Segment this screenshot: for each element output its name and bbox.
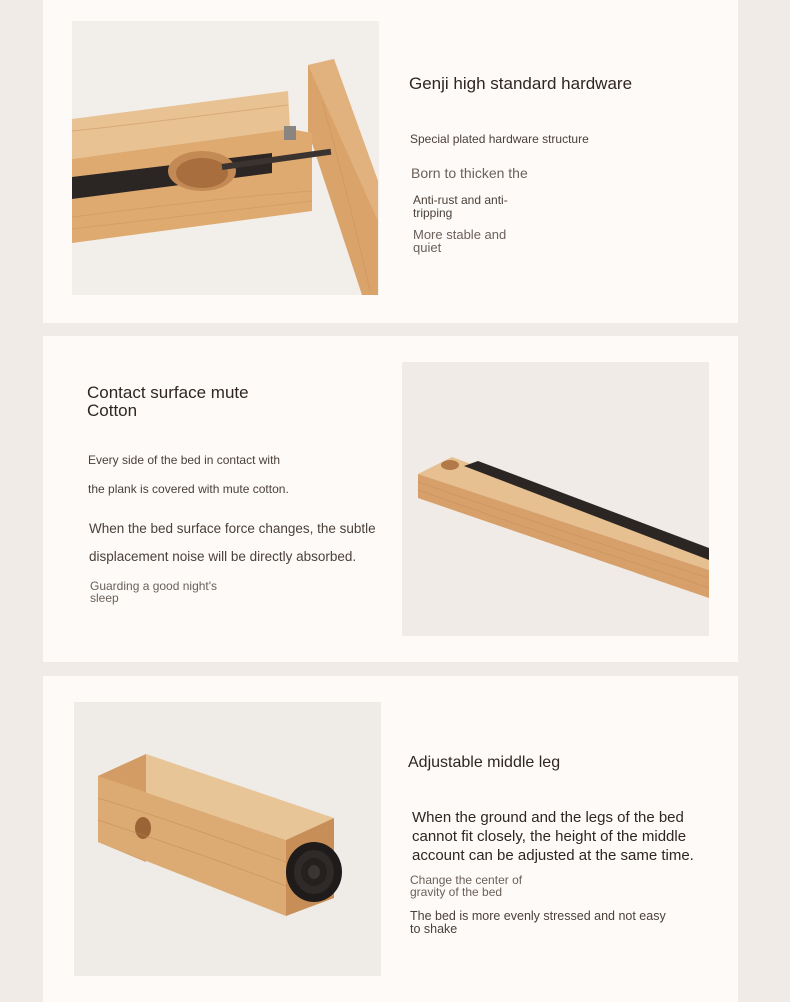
middle-leg-title: Adjustable middle leg (408, 754, 561, 771)
cotton-photo (402, 362, 709, 636)
middle-leg-section (43, 676, 738, 1002)
middle-leg-desc: When the ground and the legs of the bed cannot fit closely, the height of the middle account can be adjusted at the same time. (412, 809, 694, 864)
middle-leg-stress: The bed is more evenly stressed and not easy to shake (410, 909, 666, 936)
cotton-desc-line2: the plank is covered with mute cotton. (88, 482, 289, 496)
hardware-section (43, 0, 738, 323)
hardware-stable: More stable and quiet (413, 227, 507, 255)
cotton-title: Contact surface mute Cotton (87, 383, 249, 420)
hardware-thicken: Born to thicken the (411, 165, 528, 181)
hardware-antirust: Anti-rust and anti- tripping (413, 193, 508, 220)
cotton-guard: Guarding a good night's sleep (90, 579, 218, 605)
hardware-title: Genji high standard hardware (409, 74, 633, 93)
cotton-desc-line1: Every side of the bed in contact with (88, 453, 281, 467)
cotton-absorb-line1: When the bed surface force changes, the subtle (89, 521, 376, 536)
middle-leg-photo (74, 702, 381, 976)
middle-leg-center: Change the center of gravity of the bed (410, 873, 523, 899)
hardware-subtitle: Special plated hardware structure (410, 132, 589, 146)
hardware-photo (72, 21, 379, 295)
cotton-section (43, 336, 738, 662)
cotton-absorb-line2: displacement noise will be directly absorbed. (89, 549, 357, 564)
